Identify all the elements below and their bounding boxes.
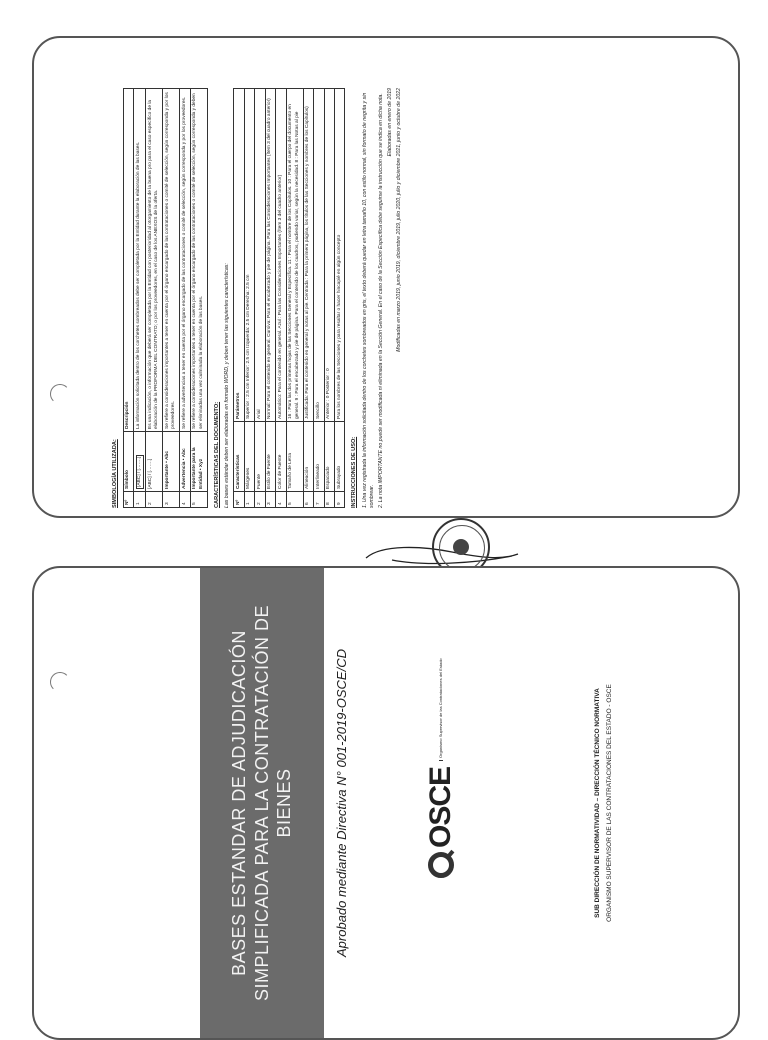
row-number: 4 [276, 492, 286, 508]
document-page-cover [32, 566, 740, 1040]
instructions-heading: INSTRUCCIONES DE USO: [351, 436, 358, 508]
symbol-cell [134, 432, 146, 492]
header-cell: Características [234, 422, 244, 492]
table-header-row [123, 89, 133, 508]
cover-subtitle: Aprobado mediante Directiva N° 001-2019-OSCE/CD [334, 649, 349, 957]
table-row [335, 89, 345, 508]
table-row [276, 89, 286, 508]
logo-tagline: Organismo Supervisor de las Contrataciones del Estado [439, 658, 444, 761]
parameter-cell: Normal: Para el contenido en general. Cursiva: Para el encabezado y pie de página. Para las Consideraciones Importantes (Ítem 3 del cuadro anterior) [265, 89, 275, 422]
symbol-cell: Importante para la Entidad • Xyz [190, 432, 207, 492]
row-number: 1 [244, 492, 254, 508]
table-row [324, 89, 334, 508]
table-row [303, 89, 313, 508]
description-cell: Se refiere a advertencias a tener en cuenta por el órgano encargado de las contrataciones o comité de selección, según corresponda y por los proveedores. [180, 89, 190, 432]
characteristic-cell: Estilo de Fuente [265, 422, 275, 492]
symbology-table [123, 88, 208, 508]
characteristic-cell: Tamaño de Letra [286, 422, 303, 492]
characteristic-cell: Alineación [303, 422, 313, 492]
parameter-cell: Superior : 2.5 cm Inferior: 2.5 cm Izquierda: 2.5 cm Derecha: 2.5 cm [244, 89, 254, 422]
table-row [146, 89, 163, 508]
document-page-top [32, 36, 740, 518]
seal-emblem [453, 539, 469, 555]
logo-wordmark: OSCE [424, 766, 457, 848]
characteristic-cell: Color de Fuente [276, 422, 286, 492]
row-number: 8 [324, 492, 334, 508]
row-number: 2 [146, 492, 163, 508]
org-line-1: SUB DIRECCIÓN DE NORMATIVIDAD – DIRECCIÓN TÉCNICO NORMATIVA [594, 688, 601, 918]
description-cell: La información solicitada dentro de los corchetes sombreados debe ser completada por la Entidad durante la elaboración de las bases. [134, 89, 146, 432]
characteristics-table [233, 88, 345, 508]
osce-logo [424, 658, 458, 878]
characteristics-intro: Las bases estándar deben ser elaboradas en formato WORD, y deben tener las siguientes características: [224, 263, 231, 508]
symbology-heading: SIMBOLOGÍA UTILIZADA: [112, 439, 118, 508]
parameter-cell: Arial [255, 89, 265, 422]
row-number: 7 [314, 492, 324, 508]
symbol-label: [ABC] / […….] [136, 455, 144, 489]
parameter-cell: 16 : Para las dos primeras hojas de las Secciones General y Específica. 11 : Para el nombre de los Capítulos. 10 : Para el cuerpo del documento en general. 9 : Para el encabezado y pie de página. Para el contenido de los cuadros, pudiendo variar, según la necesidad. 8 : Para las Notas al pie [286, 89, 303, 422]
header-cell: Parámetros [234, 89, 244, 422]
row-number: 3 [265, 492, 275, 508]
row-number: 3 [163, 492, 180, 508]
org-line-2: ORGANISMO SUPERVISOR DE LAS CONTRATACIONES DEL ESTADO - OSCE [606, 684, 613, 922]
parameter-cell: Anterior : 0 Posterior : 0 [324, 89, 334, 422]
header-cell: Descripción [123, 89, 133, 432]
instruction-item: 2. La nota IMPORTANTE no puede ser modificada ni eliminada en la Sección General. En el caso de la Sección Específica debe seguirse la instrucción que se indica en dicha nota. [378, 93, 385, 508]
cover-content-rotated [34, 568, 738, 1038]
table-row [255, 89, 265, 508]
table-row [244, 89, 254, 508]
header-cell: Símbolo [123, 432, 133, 492]
table-row [180, 89, 190, 508]
header-cell: Nº [234, 492, 244, 508]
symbol-cell: [ABC] / […….] [146, 432, 163, 492]
characteristic-cell: Subrayado [335, 422, 345, 492]
magnifier-icon [428, 852, 454, 878]
row-number: 2 [255, 492, 265, 508]
table-row [163, 89, 180, 508]
date-modified: Modificadas en marzo 2019, junio 2019, diciembre 2019, julio 2020, julio y diciembre 2021, junio y octubre de 2022 [396, 88, 403, 352]
cover-title: BASES ESTANDAR DE ADJUDICACIÓN SIMPLIFICADA PARA LA CONTRATACIÓN DE BIENES [229, 604, 295, 1002]
row-number: 5 [286, 492, 303, 508]
instruction-item: 1. Una vez registrada la información solicitada dentro de los corchetes sombreados en gris, el texto deberá quedar en letra tamaño 10, con estilo normal, sin formato de negrita y sin sombrear. [362, 92, 376, 508]
header-cell: Nº [123, 492, 133, 508]
table-row [190, 89, 207, 508]
table-row [134, 89, 146, 508]
table-row [286, 89, 303, 508]
punch-hole-mark [50, 384, 70, 404]
description-cell: Es una indicación, o información que deberá ser completada por la Entidad con posterioridad al otorgamiento de la buena pro para el caso específico de la elaboración de la PROFORMA DEL CONTRATO; o por los proveedores, en el caso de los ANEXOS de la oferta. [146, 89, 163, 432]
row-number: 1 [134, 492, 146, 508]
characteristic-cell: Interlineado [314, 422, 324, 492]
symbol-cell: Importante • Abc [163, 432, 180, 492]
parameter-cell: Automático: Para el contenido en general. Azul : Para las Consideraciones Importantes (Ítem 3 del cuadro anterior) [276, 89, 286, 422]
characteristic-cell: Fuente [255, 422, 265, 492]
parameter-cell: Para los nombres de las Secciones y para resaltar o hacer hincapié en algún concepto [335, 89, 345, 422]
parameter-cell: Sencillo [314, 89, 324, 422]
parameter-cell: Justificada: Para el contenido en general y notas al pie. Centrada : Para la primera página, los títulos de las Secciones y nombres de los Capítulos) [303, 89, 313, 422]
characteristics-heading: CARACTERÍSTICAS DEL DOCUMENTO: [213, 401, 220, 508]
row-number: 9 [335, 492, 345, 508]
characteristic-cell: Espaciado [324, 422, 334, 492]
symbol-cell: Advertencia • Abc [180, 432, 190, 492]
row-number: 5 [190, 492, 207, 508]
table-row [314, 89, 324, 508]
row-number: 4 [180, 492, 190, 508]
date-created: Elaboradas en enero de 2019 [387, 88, 394, 157]
table-header-row [234, 89, 244, 508]
row-number: 6 [303, 492, 313, 508]
table-row [265, 89, 275, 508]
description-cell: Se refiere a consideraciones importantes a tener en cuenta por el órgano encargado de las contrataciones o comité de selección, según corresponda y deben ser eliminadas una vez culminada la elaboración de las bases. [190, 89, 207, 432]
description-cell: Se refiere a consideraciones importantes a tener en cuenta por el órgano encargado de las contrataciones o comité de selección, según corresponda y por los proveedores. [163, 89, 180, 432]
page-content-rotated [106, 88, 726, 508]
characteristic-cell: Márgenes [244, 422, 254, 492]
